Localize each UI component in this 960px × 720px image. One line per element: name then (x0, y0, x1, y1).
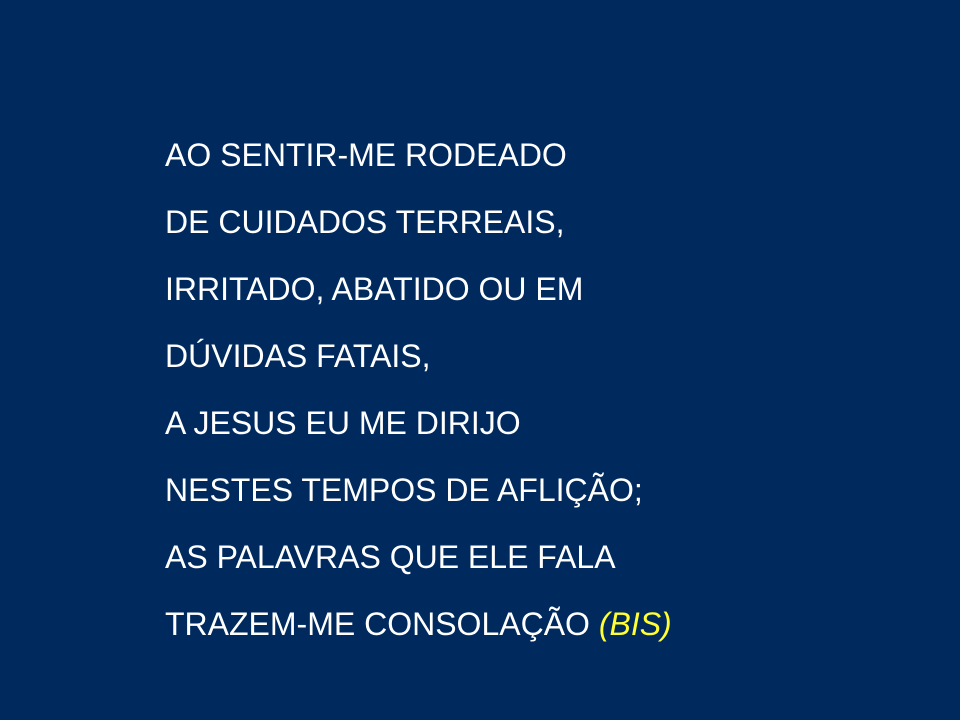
lyric-line-5: A JESUS EU ME DIRIJO (165, 405, 521, 441)
lyric-line-2: DE CUIDADOS TERREAIS, (165, 204, 565, 240)
lyric-line-4: DÚVIDAS FATAIS, (165, 338, 431, 374)
lyric-line-6: NESTES TEMPOS DE AFLIÇÃO; (165, 472, 643, 508)
lyric-line-1: AO SENTIR-ME RODEADO (165, 137, 567, 173)
lyric-line-8 (165, 591, 672, 658)
lyric-line-3: IRRITADO, ABATIDO OU EM (165, 271, 584, 307)
lyric-line-8-text: TRAZEM-ME CONSOLAÇÃO (165, 606, 590, 642)
lyric-line-7: AS PALAVRAS QUE ELE FALA (165, 539, 616, 575)
repeat-marker: (BIS) (598, 606, 672, 642)
lyrics-block (165, 122, 672, 658)
